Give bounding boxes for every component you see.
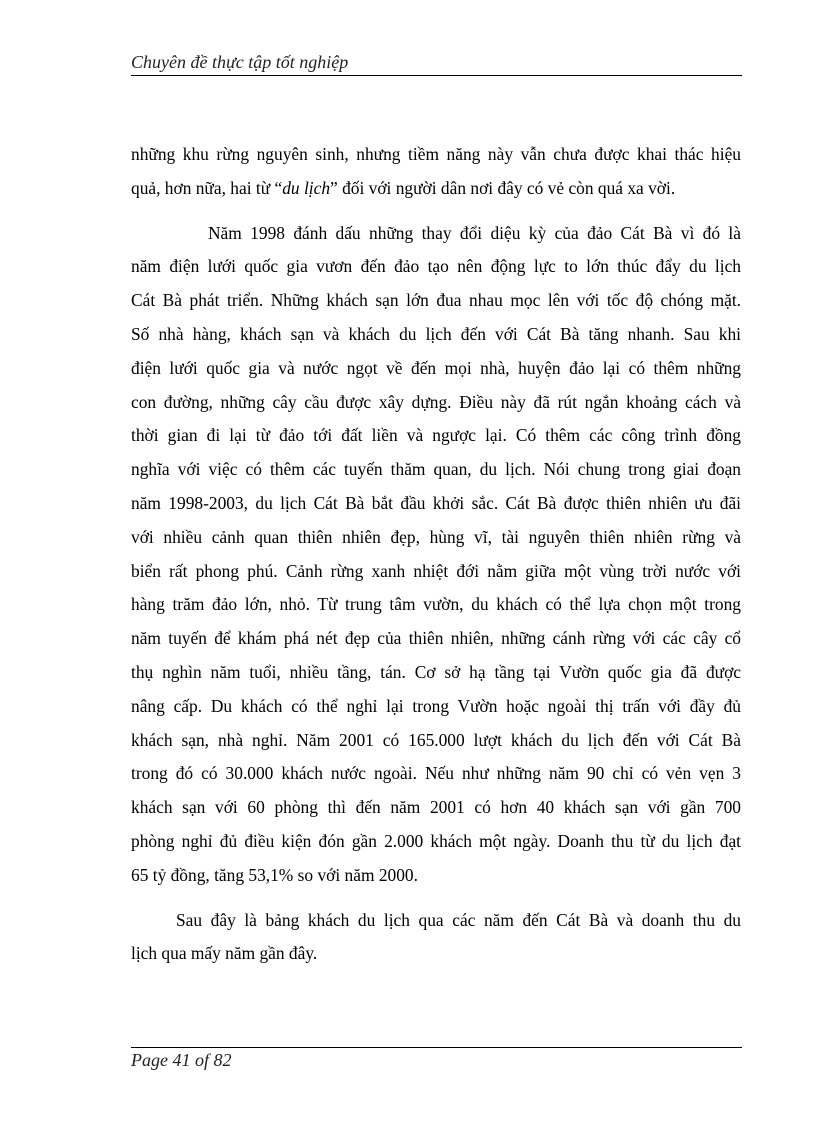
text-line: khách sạn với 60 phòng thì đến năm 2001 có hơn 40 khách sạn với gần 700 <box>131 797 741 818</box>
text-line: năm tuyến để khám phá nét đẹp của thiên nhiên, những cánh rừng với các cây cổ <box>131 628 741 649</box>
text-line: trong đó có 30.000 khách nước ngoài. Nếu như những năm 90 chỉ có vẻn vẹn 3 <box>131 763 741 784</box>
text-line: con đường, những cây cầu được xây dựng. Điều này đã rút ngắn khoảng cách và <box>131 391 741 412</box>
text-line: điện lưới quốc gia và nước ngọt về đến mọi nhà, huyện đảo lại có thêm những <box>131 357 741 378</box>
text-line: biển rất phong phú. Cảnh rừng xanh nhiệt đới nằm giữa một vùng trời nước với <box>131 560 741 581</box>
text-line: thụ nghìn năm tuổi, nhiều tầng, tán. Cơ sở hạ tầng tại Vườn quốc gia đã được <box>131 661 741 682</box>
footer-rule <box>131 1047 742 1048</box>
running-header: Chuyên đề thực tập tốt nghiệp <box>131 52 349 72</box>
document-body <box>131 138 741 971</box>
text-line: với nhiều cảnh quan thiên nhiên đẹp, hùng vĩ, tài nguyên thiên nhiên rừng và <box>131 526 741 547</box>
paragraph <box>131 217 741 893</box>
text-line: thời gian đi lại từ đảo tới đất liền và ngược lại. Có thêm các công trình đồng <box>131 425 741 446</box>
text-line: Năm 1998 đánh dấu những thay đổi diệu kỳ của đảo Cát Bà vì đó là <box>208 222 741 243</box>
text-line: quả, hơn nữa, hai từ “du lịch” đối với người dân nơi đây có vẻ còn quá xa vời. <box>131 177 676 198</box>
text-line: năm điện lưới quốc gia vươn đến đảo tạo nên động lực to lớn thúc đẩy du lịch <box>131 256 741 277</box>
italic-term: du lịch <box>282 177 331 198</box>
text-line: năm 1998-2003, du lịch Cát Bà bắt đầu khởi sắc. Cát Bà được thiên nhiên ưu đãi <box>131 492 741 513</box>
text-line: Sau đây là bảng khách du lịch qua các năm đến Cát Bà và doanh thu du <box>176 909 741 930</box>
paragraph <box>131 904 741 972</box>
text-line: hàng trăm đảo lớn, nhỏ. Từ trung tâm vườn, du khách có thể lựa chọn một trong <box>131 594 741 615</box>
text-line: lịch qua mấy năm gần đây. <box>131 943 318 964</box>
text-line: nâng cấp. Du khách có thể nghỉ lại trong Vườn hoặc ngoài thị trấn với đầy đủ <box>131 695 741 716</box>
header-rule <box>131 75 742 76</box>
text-line: phòng nghỉ đủ điều kiện đón gần 2.000 khách một ngày. Doanh thu từ du lịch đạt <box>131 830 741 851</box>
text-line: Số nhà hàng, khách sạn và khách du lịch đến với Cát Bà tăng nhanh. Sau khi <box>131 323 741 344</box>
text-line: 65 tỷ đồng, tăng 53,1% so với năm 2000. <box>131 864 418 885</box>
paragraph <box>131 138 741 206</box>
text-line: nghĩa với việc có thêm các tuyến thăm quan, du lịch. Nói chung trong giai đoạn <box>131 459 741 480</box>
page-number: Page 41 of 82 <box>131 1050 232 1070</box>
text-line: Cát Bà phát triển. Những khách sạn lớn đua nhau mọc lên với tốc độ chóng mặt. <box>131 290 741 311</box>
text-line: khách sạn, nhà nghỉ. Năm 2001 có 165.000 lượt khách du lịch đến với Cát Bà <box>131 729 741 750</box>
text-line: những khu rừng nguyên sinh, nhưng tiềm năng này vẫn chưa được khai thác hiệu <box>131 144 741 164</box>
